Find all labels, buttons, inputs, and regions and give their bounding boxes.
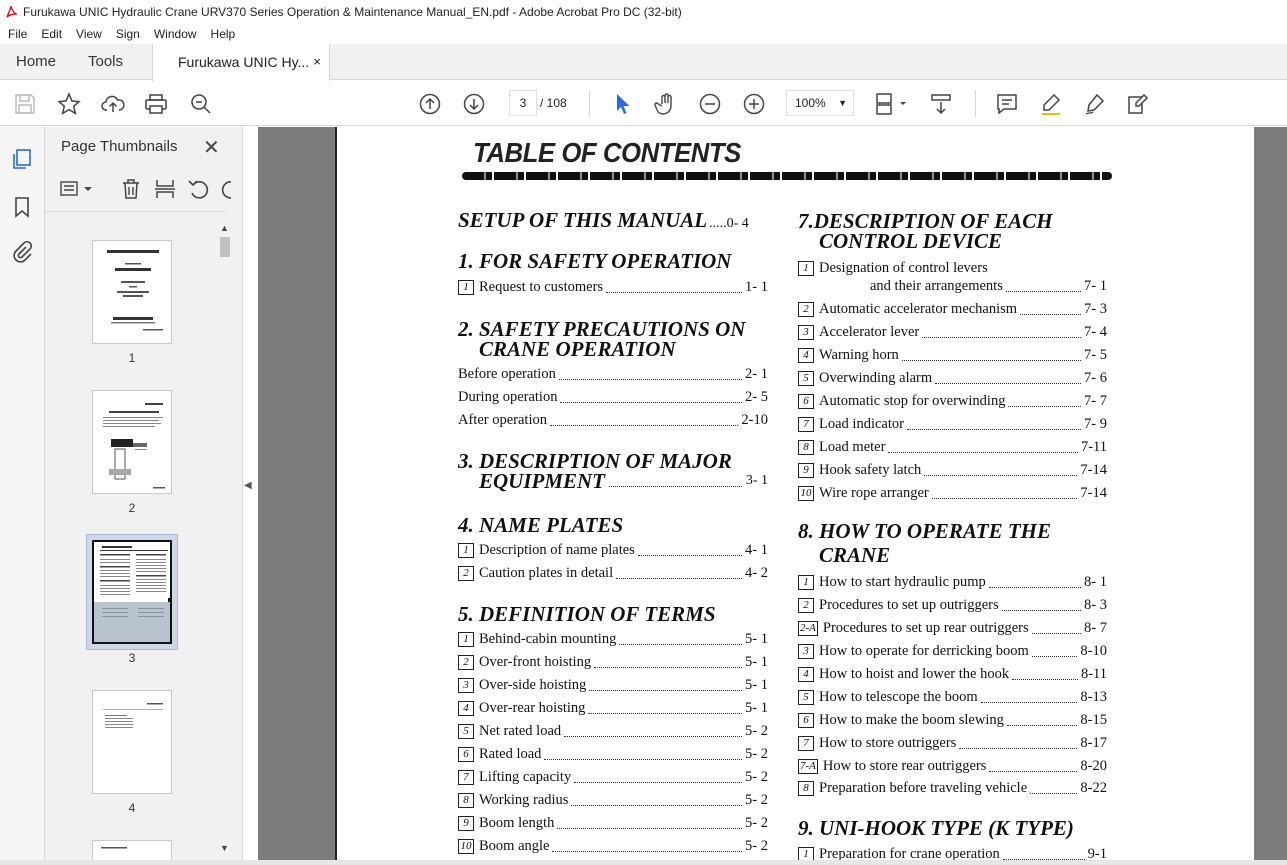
- thumbnail-label-3: 3: [128, 651, 136, 665]
- toc-entry[interactable]: [798, 757, 1107, 775]
- panel-divider: [45, 211, 225, 212]
- dot-leader: [571, 794, 742, 806]
- toc-entry[interactable]: [458, 722, 768, 740]
- zoom-out-icon[interactable]: [698, 92, 722, 116]
- section-number-box: 6: [458, 747, 474, 762]
- dot-leader: [989, 576, 1081, 588]
- toc-entry[interactable]: [798, 438, 1107, 456]
- chevron-down-icon: ▼: [838, 98, 847, 108]
- menu-view[interactable]: View: [76, 26, 102, 41]
- thumbnail-label-4: 4: [128, 801, 136, 815]
- toc-page-number: 8-20: [1080, 758, 1107, 774]
- dot-leader: [606, 281, 742, 293]
- dot-leader: [1020, 303, 1081, 315]
- dot-leader: [1032, 645, 1078, 657]
- decorative-rule: [462, 172, 1112, 180]
- toc-entry-label: Warning horn: [819, 347, 899, 363]
- dot-leader: [616, 567, 742, 579]
- toc-entry-label: How to telescope the boom: [819, 689, 978, 705]
- dot-leader: [609, 475, 742, 487]
- toc-heading-text: 9. UNI-HOOK TYPE (K TYPE): [798, 816, 1074, 840]
- toc-entry-label: Over-front hoisting: [479, 654, 592, 670]
- thumbnail-label-2: 2: [128, 501, 136, 515]
- toc-entry-label: Load meter: [819, 439, 886, 455]
- toc-heading[interactable]: [819, 231, 1002, 251]
- section-number-box: 3: [798, 644, 814, 659]
- toc-entry[interactable]: [798, 392, 1107, 410]
- toc-entry-label: How to make the boom slewing: [819, 712, 1004, 728]
- toc-page-number: 5- 2: [745, 769, 768, 785]
- delete-page-icon[interactable]: [119, 177, 143, 201]
- toc-entry[interactable]: [458, 278, 768, 296]
- toc-page-number: 5- 1: [745, 631, 768, 647]
- page-display-icon[interactable]: [874, 92, 908, 116]
- zoom-in-icon[interactable]: [742, 92, 766, 116]
- toc-entry-label: Over-side hoisting: [479, 677, 587, 693]
- section-number-box: 1: [458, 280, 474, 295]
- toc-entry-label: Hook safety latch: [819, 462, 922, 478]
- section-number-box: 5: [798, 690, 814, 705]
- toc-entry-label: Procedures to set up rear outriggers: [822, 620, 1029, 636]
- toc-entry[interactable]: [798, 346, 1107, 364]
- insert-page-icon[interactable]: [153, 177, 177, 201]
- toc-entry[interactable]: [798, 711, 1107, 729]
- section-number-box: 7: [798, 736, 814, 751]
- comment-icon[interactable]: [995, 92, 1019, 116]
- section-number-box: 10: [458, 839, 474, 854]
- toc-page-number: 7- 4: [1084, 324, 1107, 340]
- section-number-box: 3: [458, 678, 474, 693]
- toc-entry-label: Preparation for crane operation: [819, 846, 1000, 860]
- section-number-box: 10: [798, 486, 814, 501]
- toc-heading[interactable]: [458, 604, 716, 624]
- toc-entry-label: During operation: [458, 389, 558, 405]
- toc-entry-label: Preparation before traveling vehicle: [819, 780, 1028, 796]
- toc-entry[interactable]: [798, 461, 1107, 479]
- toc-heading-text: 4. NAME PLATES: [458, 513, 624, 537]
- page-number-input[interactable]: 3: [509, 90, 537, 116]
- toc-entry[interactable]: [458, 564, 768, 582]
- toc-entry[interactable]: [458, 388, 768, 406]
- toc-entry[interactable]: [798, 665, 1107, 683]
- tab-document-label: Furukawa UNIC Hy...: [178, 54, 310, 70]
- toc-page-number: 8- 7: [1084, 620, 1107, 636]
- dot-leader: [1030, 782, 1077, 794]
- dot-leader: [588, 702, 742, 714]
- toc-entry-label: Rated load: [479, 746, 542, 762]
- bookmark-star-icon[interactable]: [57, 92, 81, 116]
- hand-tool-icon[interactable]: [654, 92, 678, 116]
- tab-home[interactable]: Home: [16, 53, 57, 70]
- toc-entry-label: Working radius: [479, 792, 569, 808]
- toc-heading[interactable]: [819, 545, 890, 565]
- page-thumbnails-icon[interactable]: [10, 147, 34, 171]
- section-number-box: 3: [798, 325, 814, 340]
- toc-heading[interactable]: [458, 210, 749, 234]
- toc-page-number: 7-14: [1080, 485, 1107, 501]
- save-icon[interactable]: [13, 92, 37, 116]
- toc-page-number: 8-13: [1080, 689, 1107, 705]
- page-thumbnail-1[interactable]: [92, 240, 172, 344]
- dot-leader: [989, 760, 1077, 772]
- toc-entry-label: Automatic accelerator mechanism: [819, 301, 1018, 317]
- toc-page-number: 5- 1: [745, 700, 768, 716]
- toc-page-number: 7- 3: [1084, 301, 1107, 317]
- toc-page-number: 7- 5: [1084, 347, 1107, 363]
- toc-entry[interactable]: [458, 837, 768, 855]
- toc-heading-text: 8. HOW TO OPERATE THE: [798, 519, 1052, 543]
- dot-leader: [1007, 714, 1078, 726]
- dot-leader: [1003, 848, 1085, 860]
- toc-page-number: 5- 1: [745, 654, 768, 670]
- dot-leader: [935, 372, 1081, 384]
- toc-heading-text: CONTROL DEVICE: [819, 229, 1003, 253]
- panel-title: Page Thumbnails: [61, 138, 178, 155]
- toc-entry[interactable]: [458, 768, 768, 786]
- scroll-mode-icon[interactable]: [929, 92, 953, 116]
- dot-leader: [560, 391, 742, 403]
- toc-heading-text: 7.DESCRIPTION OF EACH: [798, 209, 1053, 233]
- toc-entry-label: Designation of control levers: [819, 260, 988, 276]
- toc-heading-text: CRANE: [819, 543, 891, 567]
- toc-entry[interactable]: [458, 541, 768, 559]
- toc-page-number: 7-11: [1080, 439, 1107, 455]
- toc-entry[interactable]: [458, 676, 768, 694]
- title-bar: [0, 0, 1287, 23]
- select-cursor-icon[interactable]: [610, 92, 634, 116]
- dot-leader: [552, 840, 742, 852]
- dot-leader: [1032, 622, 1081, 634]
- toc-heading[interactable]: [798, 818, 1074, 838]
- zoom-level-select[interactable]: [786, 90, 854, 116]
- scrollbar-thumb[interactable]: [220, 237, 230, 257]
- toc-heading[interactable]: [479, 471, 768, 491]
- scroll-down-icon[interactable]: ▼: [220, 843, 229, 853]
- dot-leader: [1006, 280, 1081, 292]
- section-number-box: 5: [458, 724, 474, 739]
- menu-file[interactable]: File: [8, 26, 28, 41]
- menu-sign[interactable]: Sign: [115, 26, 140, 41]
- section-number-box: 1: [798, 261, 814, 276]
- toc-entry[interactable]: [798, 734, 1107, 752]
- toc-entry-label: Before operation: [458, 366, 556, 382]
- dot-leader: [638, 544, 742, 556]
- toolbar: [0, 81, 1287, 126]
- toc-entry[interactable]: [458, 791, 768, 809]
- toc-page-number: 2- 5: [745, 389, 768, 405]
- toc-heading-text: SETUP OF THIS MANUAL: [458, 208, 708, 232]
- document-viewer[interactable]: [258, 127, 1287, 860]
- toc-heading[interactable]: [458, 251, 731, 271]
- toc-entry[interactable]: [798, 573, 1107, 591]
- toc-entry[interactable]: [458, 630, 768, 648]
- toc-entry[interactable]: [798, 642, 1107, 660]
- toc-heading[interactable]: [458, 319, 745, 339]
- page-thumbnail-4[interactable]: [92, 690, 172, 794]
- toc-heading[interactable]: [798, 211, 1053, 231]
- toc-page-number: 8- 1: [1084, 574, 1107, 590]
- toc-page-number: 7-14: [1080, 462, 1107, 478]
- toc-page-number: 2- 1: [745, 366, 768, 382]
- toc-heading-text: CRANE OPERATION: [479, 337, 676, 361]
- rotate-page-icon[interactable]: [187, 177, 211, 201]
- highlight-pen-icon[interactable]: [1039, 92, 1063, 116]
- toc-entry[interactable]: [458, 745, 768, 763]
- toc-entry-label: Accelerator lever: [819, 324, 920, 340]
- dot-leader: [1002, 599, 1081, 611]
- section-number-box: 4: [798, 348, 814, 363]
- thumbnail-options-icon[interactable]: [59, 177, 83, 201]
- toc-entry-label: How to store outriggers: [819, 735, 957, 751]
- close-tab-icon[interactable]: ×: [313, 54, 321, 69]
- section-number-box: 7-A: [800, 759, 816, 772]
- section-number-box: 2: [458, 566, 474, 581]
- toc-heading[interactable]: [798, 521, 1051, 541]
- toc-heading[interactable]: [458, 451, 732, 471]
- dot-leader: [564, 725, 742, 737]
- toc-heading-text: 3. DESCRIPTION OF MAJOR: [458, 449, 732, 473]
- toc-page-number: 5- 2: [745, 723, 768, 739]
- toc-page-number: 1- 1: [745, 279, 768, 295]
- section-number-box: 1: [458, 632, 474, 647]
- dot-leader: [907, 418, 1081, 430]
- toc-page-number: .....0- 4: [709, 216, 749, 231]
- close-panel-icon[interactable]: ✕: [203, 137, 220, 159]
- section-number-box: 6: [798, 394, 814, 409]
- toc-entry-label: Procedures to set up outriggers: [819, 597, 999, 613]
- dot-leader: [589, 679, 742, 691]
- menu-bar: [0, 23, 1287, 44]
- toc-entry-label: How to start hydraulic pump: [819, 574, 986, 590]
- zoom-search-icon[interactable]: [189, 92, 213, 116]
- toc-entry[interactable]: [870, 277, 1107, 295]
- toc-entry-label: How to operate for derricking boom: [819, 643, 1029, 659]
- toc-page-number: 7- 6: [1084, 370, 1107, 386]
- toc-entry-label: Boom angle: [479, 838, 550, 854]
- toc-entry-label: Behind-cabin mounting: [479, 631, 617, 647]
- toc-entry-label: How to hoist and lower the hook: [819, 666, 1010, 682]
- dot-leader: [959, 737, 1077, 749]
- page-thumbnails-panel: [45, 127, 243, 865]
- toc-heading-text: 1. FOR SAFETY OPERATION: [458, 249, 732, 273]
- toc-page-number: 7- 9: [1084, 416, 1107, 432]
- toc-entry[interactable]: [798, 845, 1107, 860]
- dot-leader: [557, 817, 742, 829]
- menu-edit[interactable]: Edit: [41, 26, 63, 41]
- thumbnail-label-1: 1: [128, 351, 136, 365]
- toolbar-divider: [589, 90, 590, 117]
- dot-leader: [544, 748, 742, 760]
- section-number-box: 7: [798, 417, 814, 432]
- dot-leader: [550, 414, 738, 426]
- upload-cloud-icon[interactable]: [101, 92, 125, 116]
- rotate-clockwise-icon[interactable]: [219, 177, 231, 201]
- section-number-box: 8: [458, 793, 474, 808]
- toc-entry[interactable]: [798, 323, 1107, 341]
- page-total-label: / 108: [540, 96, 567, 110]
- dot-leader: [902, 349, 1081, 361]
- toc-entry-label: Over-rear hoisting: [479, 700, 586, 716]
- thumbnail-scrollbar[interactable]: [218, 221, 232, 859]
- previous-page-icon[interactable]: [418, 92, 442, 116]
- section-number-box: 2: [458, 655, 474, 670]
- section-number-box: 1: [798, 575, 814, 590]
- section-number-box: 1: [798, 847, 814, 861]
- toc-entry[interactable]: [458, 653, 768, 671]
- section-number-box: 9: [798, 463, 814, 478]
- toc-entry-label: Overwinding alarm: [819, 370, 933, 386]
- dot-leader: [1012, 668, 1078, 680]
- toc-entry[interactable]: [798, 259, 1107, 277]
- next-page-icon[interactable]: [462, 92, 486, 116]
- toc-heading-text: EQUIPMENT: [479, 469, 606, 493]
- toc-entry-label: After operation: [458, 412, 547, 428]
- section-number-box: 2: [798, 598, 814, 613]
- status-bar: [0, 860, 1287, 865]
- dot-leader: [559, 368, 742, 380]
- collapse-panel-icon[interactable]: ◀: [244, 480, 252, 491]
- edit-pdf-icon[interactable]: [1126, 92, 1150, 116]
- toolbar-divider: [975, 90, 976, 117]
- toc-entry-label: Boom length: [479, 815, 555, 831]
- toc-page-number: 8-22: [1080, 780, 1107, 796]
- section-number-box: 5: [798, 371, 814, 386]
- toc-entry-label: Caution plates in detail: [479, 565, 614, 581]
- toc-entry[interactable]: [798, 484, 1107, 502]
- toc-page-number: 8- 3: [1084, 597, 1107, 613]
- dot-leader: [888, 441, 1078, 453]
- toc-page-number: 8-15: [1080, 712, 1107, 728]
- bookmarks-icon[interactable]: [10, 195, 34, 219]
- toc-entry[interactable]: [458, 365, 768, 383]
- toc-page-number: 5- 1: [745, 677, 768, 693]
- section-number-box: 2: [798, 302, 814, 317]
- toc-entry[interactable]: [798, 415, 1107, 433]
- section-number-box: 8: [798, 781, 814, 796]
- toc-page-number: 7- 7: [1084, 393, 1107, 409]
- toc-page-number: 8-10: [1080, 643, 1107, 659]
- dot-leader: [594, 656, 742, 668]
- section-number-box: 8: [798, 440, 814, 455]
- menu-help[interactable]: Help: [210, 26, 236, 41]
- toc-page-number: 3- 1: [745, 473, 768, 488]
- tab-bar: [0, 44, 1287, 80]
- toc-entry-label: Wire rope arranger: [819, 485, 929, 501]
- toc-entry-label: Lifting capacity: [479, 769, 572, 785]
- toc-page-number: 9-1: [1087, 846, 1107, 860]
- toc-page-number: 8-11: [1080, 666, 1107, 682]
- toc-page-number: 4- 1: [745, 542, 768, 558]
- toc-entry-label: Description of name plates: [479, 542, 635, 558]
- toc-entry-label: Net rated load: [479, 723, 562, 739]
- print-icon[interactable]: [144, 92, 168, 116]
- scroll-up-icon[interactable]: ▲: [220, 223, 229, 233]
- dot-leader: [924, 464, 1077, 476]
- toc-entry[interactable]: [798, 596, 1107, 614]
- toc-entry[interactable]: [458, 814, 768, 832]
- acrobat-app-icon: [5, 5, 17, 19]
- section-number-box: 9: [458, 816, 474, 831]
- toc-entry-label: Automatic stop for overwinding: [819, 393, 1006, 409]
- section-number-box: 1: [458, 543, 474, 558]
- toc-page-number: 5- 2: [745, 815, 768, 831]
- dot-leader: [574, 771, 742, 783]
- left-navigation-rail: [0, 127, 45, 865]
- toc-entry-label: How to store rear outriggers: [822, 758, 987, 774]
- toc-entry-label: Load indicator: [819, 416, 904, 432]
- toc-page-number: 5- 2: [745, 746, 768, 762]
- section-number-box: 2-A: [800, 621, 816, 634]
- section-number-box: 4: [458, 701, 474, 716]
- pdf-page: [335, 127, 1254, 860]
- section-number-box: 4: [798, 667, 814, 682]
- toc-entry-label: Request to customers: [479, 279, 604, 295]
- toc-entry[interactable]: [798, 619, 1107, 637]
- toc-page-number: 5- 2: [745, 838, 768, 854]
- toc-page-number: 2-10: [741, 412, 768, 428]
- toc-page-number: 8-17: [1080, 735, 1107, 751]
- tab-tools[interactable]: Tools: [88, 53, 124, 70]
- thumbnail-tools: [59, 175, 235, 203]
- section-number-box: 6: [798, 713, 814, 728]
- zoom-level-value: 100%: [795, 96, 826, 110]
- toc-title: TABLE OF CONTENTS: [473, 137, 741, 168]
- toc-page-number: 7- 1: [1084, 278, 1107, 294]
- toc-entry[interactable]: [798, 369, 1107, 387]
- sign-pen-icon[interactable]: [1083, 92, 1107, 116]
- dot-leader: [932, 487, 1078, 499]
- dot-leader: [922, 326, 1081, 338]
- page-thumbnail-3[interactable]: [92, 540, 172, 644]
- toc-heading-text: 5. DEFINITION OF TERMS: [458, 602, 716, 626]
- tab-document[interactable]: [152, 44, 330, 81]
- toc-entry[interactable]: [798, 688, 1107, 706]
- dot-leader: [619, 633, 742, 645]
- attachments-icon[interactable]: [10, 240, 34, 264]
- toc-entry-label: and their arrangements: [870, 278, 1003, 294]
- toc-page-number: 4- 2: [745, 565, 768, 581]
- toc-heading-text: 2. SAFETY PRECAUTIONS ON: [458, 317, 746, 341]
- dot-leader: [981, 691, 1078, 703]
- menu-window[interactable]: Window: [153, 26, 197, 41]
- section-number-box: 7: [458, 770, 474, 785]
- toc-entry[interactable]: [798, 300, 1107, 318]
- toc-heading[interactable]: [479, 339, 676, 359]
- dot-leader: [1008, 395, 1081, 407]
- page-thumbnail-2[interactable]: [92, 390, 172, 494]
- window-title: Furukawa UNIC Hydraulic Crane URV370 Series Operation & Maintenance Manual_EN.pdf - Adobe Acrobat Pro DC (32-bit): [23, 4, 682, 19]
- toc-entry[interactable]: [458, 411, 768, 429]
- toc-entry[interactable]: [798, 779, 1107, 797]
- toc-heading[interactable]: [458, 515, 623, 535]
- toc-entry[interactable]: [458, 699, 768, 717]
- toc-page-number: 5- 2: [745, 792, 768, 808]
